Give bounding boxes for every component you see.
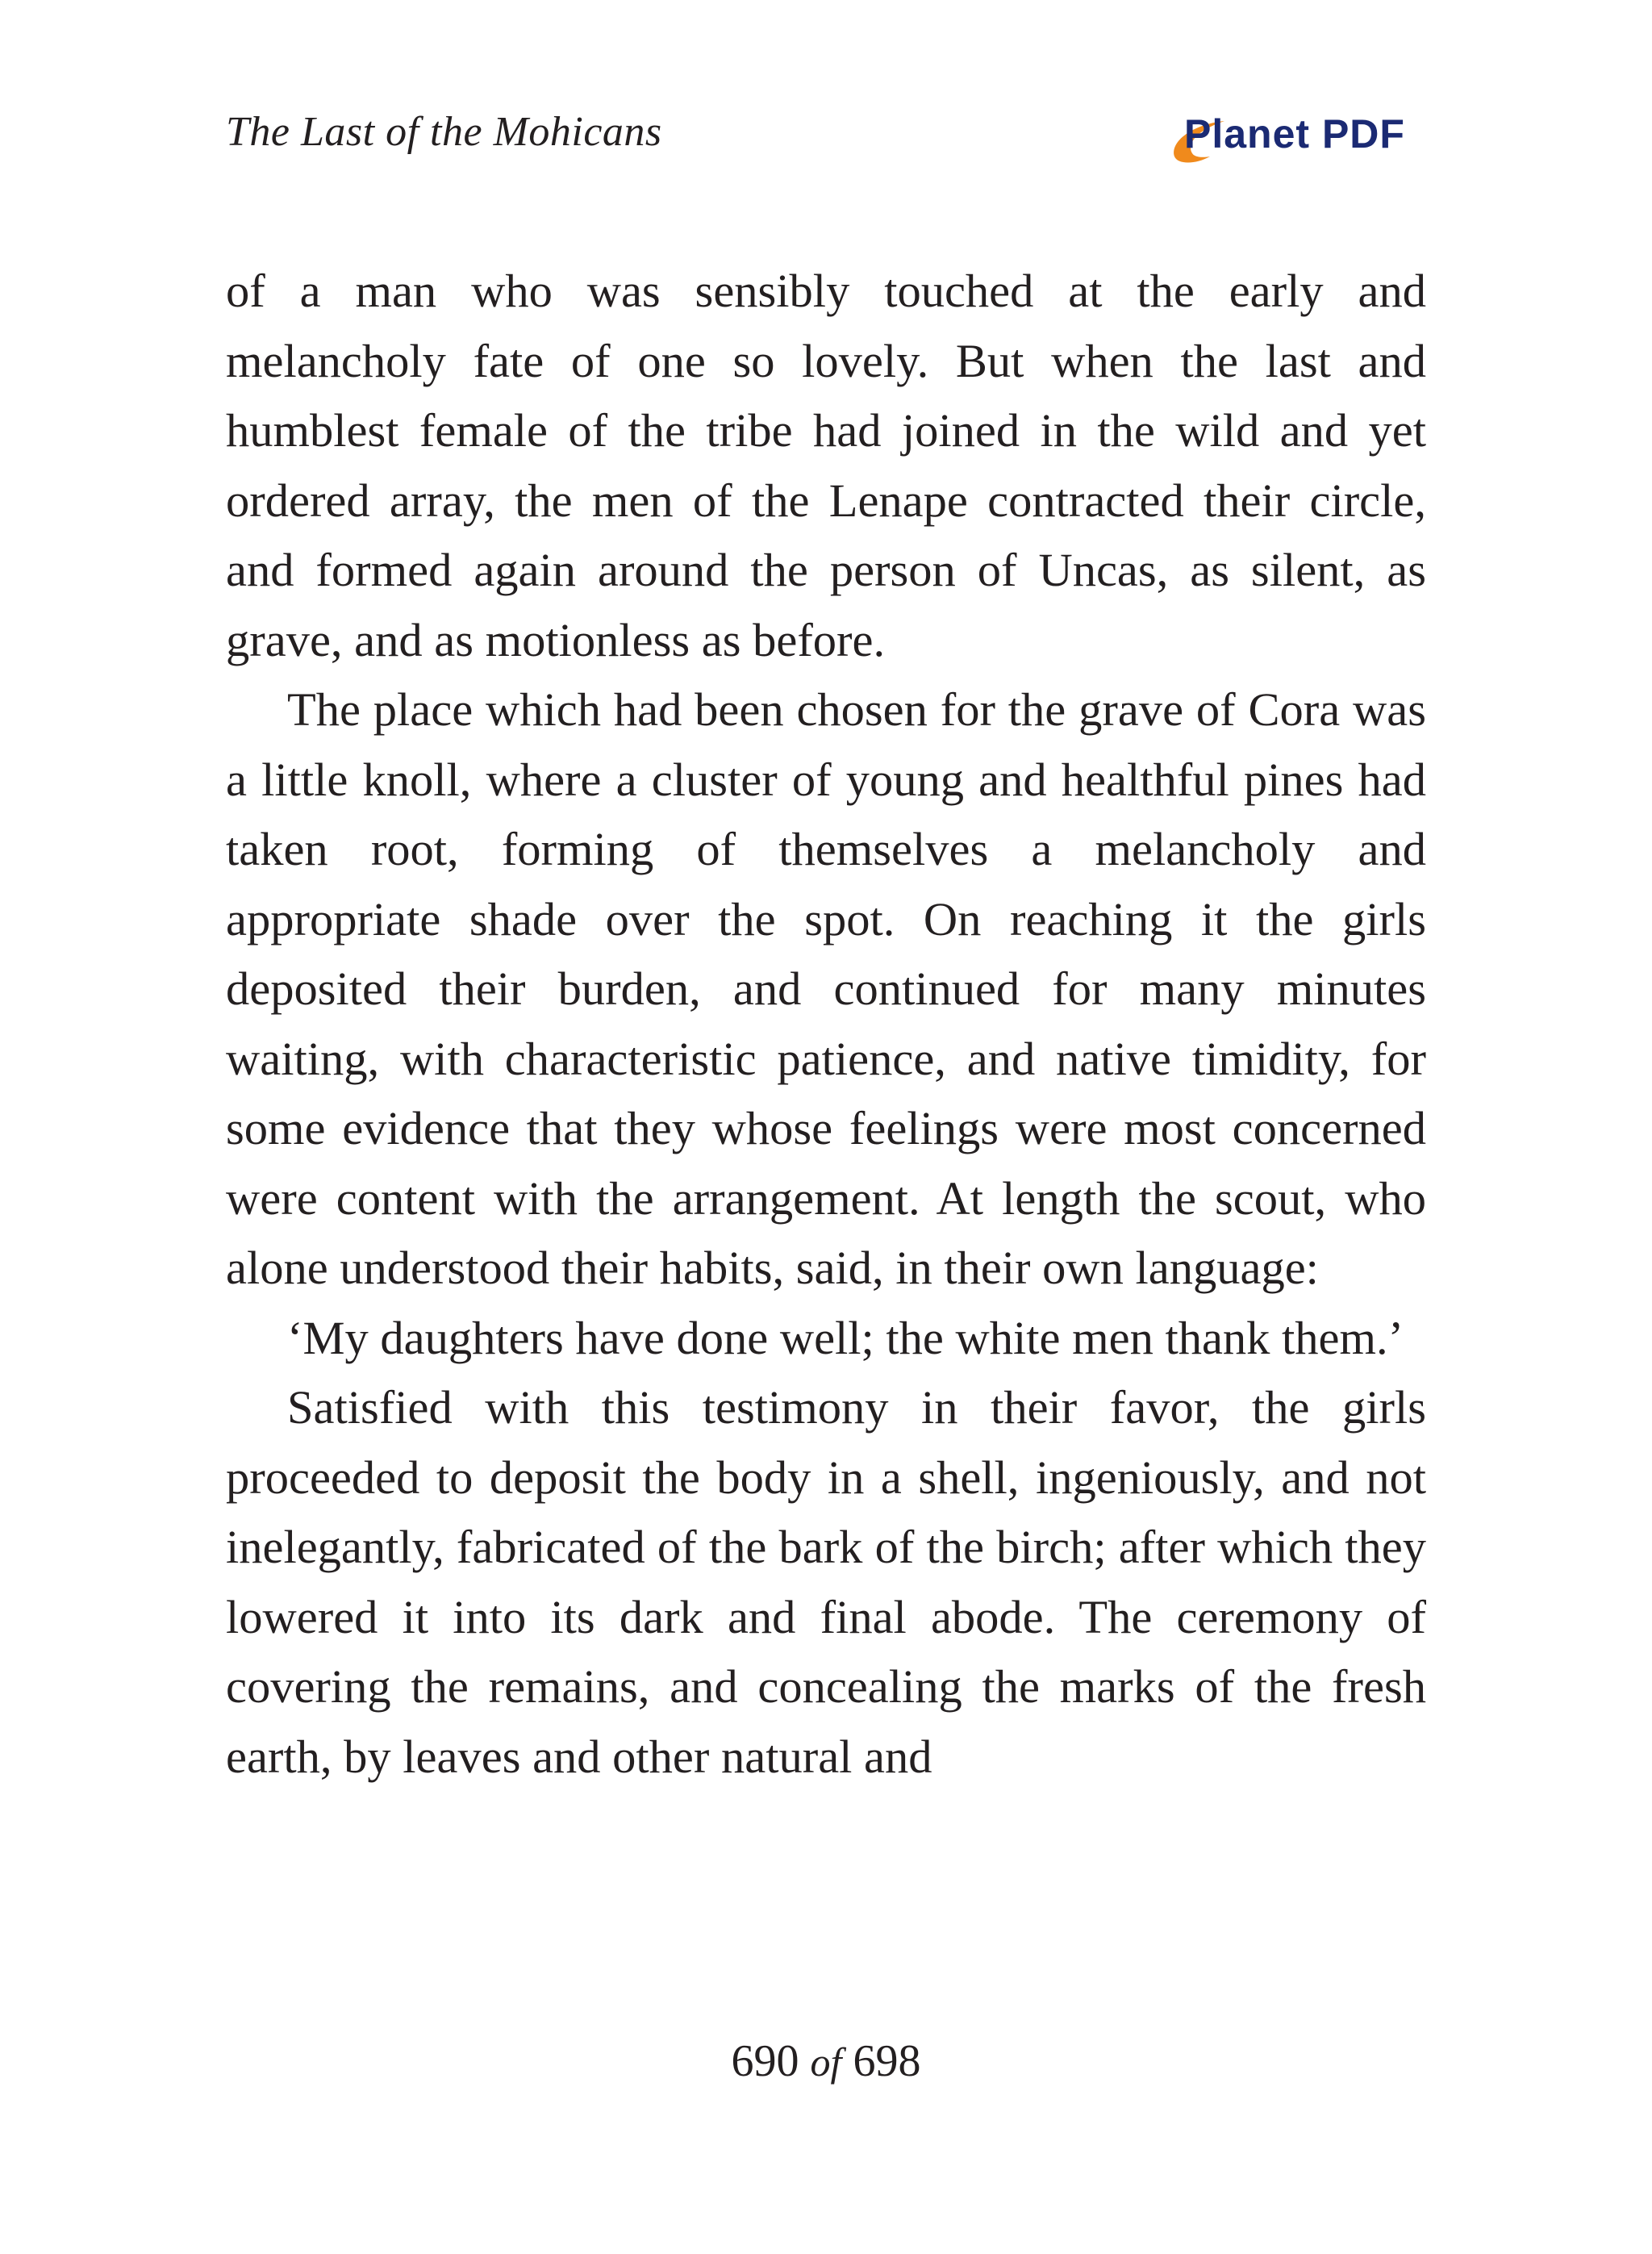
paragraph-continued: of a man who was sensibly touched at the early and melancholy fate of one so lovely. But when the last and humblest female of the tribe had joined in the wild and yet ordered array, the men of the Lenape contracted their circle, and formed again around the person of Uncas, as silent, as grave, and as motionless as before. bbox=[226, 265, 1426, 666]
book-title: The Last of the Mohicans bbox=[226, 109, 662, 155]
planet-pdf-logo bbox=[1168, 100, 1426, 173]
logo-text: Planet PDF bbox=[1184, 111, 1405, 157]
current-page: 690 bbox=[731, 2036, 799, 2086]
total-pages: 698 bbox=[853, 2036, 921, 2086]
paragraph: The place which had been chosen for the grave of Cora was a little knoll, where a cluster of young and healthful pines had taken root, forming of themselves a melancholy and appropriate shade over the spot. On reaching it the girls deposited their burden, and continued for many minutes waiting, with characteristic patience, and native timidity, for some evidence that they whose feelings were most concerned were content with the arrangement. At length the scout, who alone understood their habits, said, in their own language: bbox=[226, 683, 1426, 1294]
page-of-word: of bbox=[810, 2039, 842, 2085]
page-body bbox=[226, 257, 1426, 1792]
paragraph: Satisfied with this testimony in their favor, the girls proceeded to deposit the body in a shell, ingeniously, and not inelegantly, fabricated of the bark of the birch; after which they lowered it into its dark and final abode. The ceremony of covering the remains, and concealing the marks of the fresh earth, by leaves and other natural and bbox=[226, 1381, 1426, 1783]
page-number bbox=[0, 2033, 1652, 2090]
paragraph-quote: ‘My daughters have done well; the white men thank them.’ bbox=[287, 1311, 1404, 1364]
